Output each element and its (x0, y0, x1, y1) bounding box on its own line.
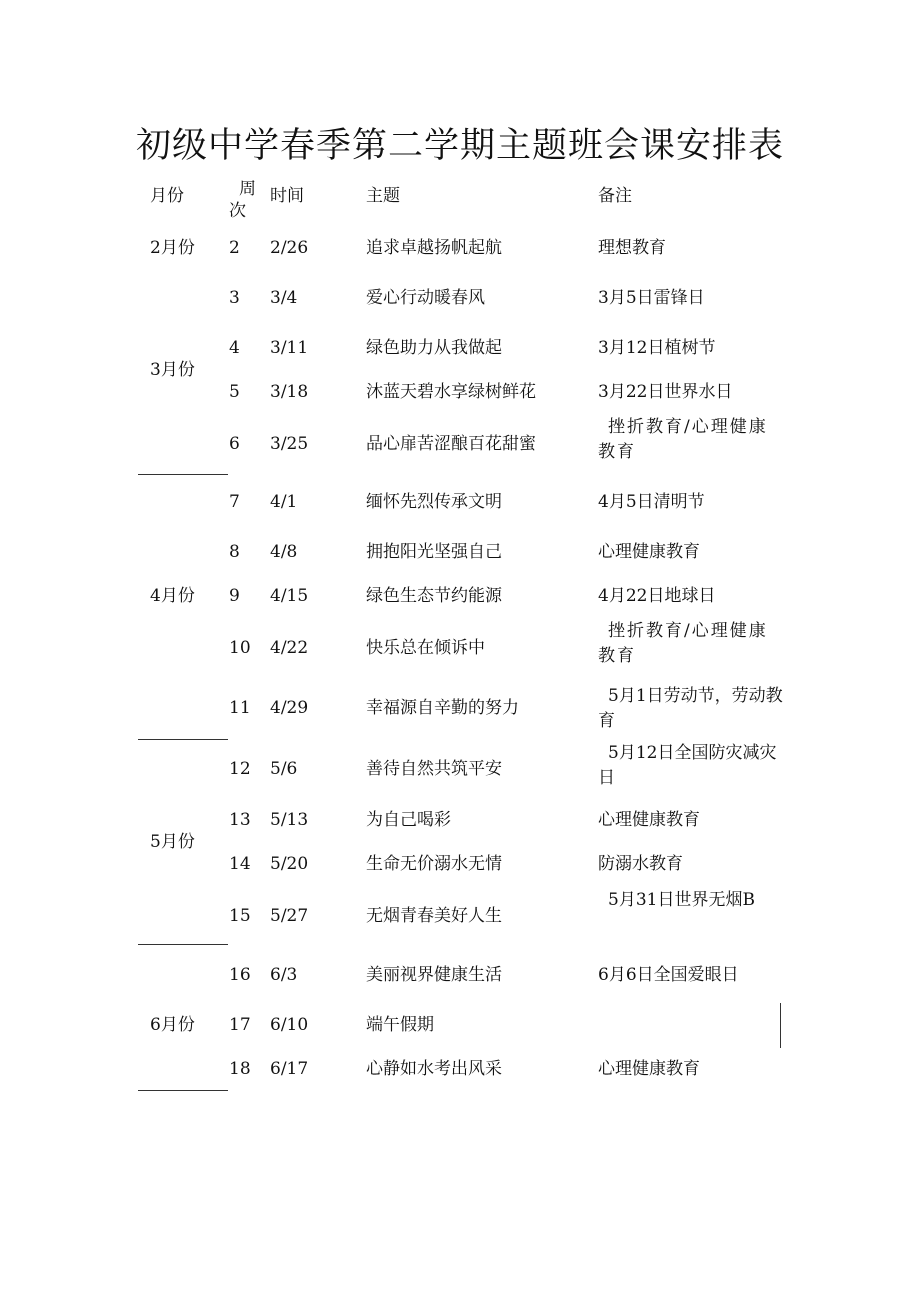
week-number: 17 (229, 1015, 251, 1035)
date: 5/20 (270, 854, 309, 874)
note: 6月6日全国爱眼日 (598, 965, 739, 985)
date: 4/8 (270, 542, 298, 562)
header-week-bottom: 次 (229, 201, 246, 221)
note: 防溺水教育 (598, 854, 683, 874)
date: 3/4 (270, 288, 298, 308)
month-label: 3月份 (150, 360, 195, 380)
date: 5/27 (270, 906, 309, 926)
header-week-top: 周 (239, 179, 256, 199)
topic: 心静如水考出风采 (366, 1059, 502, 1079)
header-week (229, 178, 259, 222)
month-label: 2月份 (150, 238, 195, 258)
date: 5/13 (270, 810, 309, 830)
topic: 美丽视界健康生活 (366, 965, 502, 985)
note: 心理健康教育 (598, 810, 700, 830)
note: 4月22日地球日 (598, 586, 716, 606)
topic: 为自己喝彩 (366, 810, 451, 830)
note: 3月5日雷锋日 (598, 288, 705, 308)
week-number: 16 (229, 965, 251, 985)
date: 2/26 (270, 238, 309, 258)
note: 5月12日全国防灾减灾日 (598, 743, 777, 788)
week-number: 9 (229, 586, 240, 606)
week-number: 8 (229, 542, 240, 562)
week-number: 3 (229, 288, 240, 308)
header-month: 月份 (150, 186, 184, 206)
date: 4/22 (270, 638, 309, 658)
week-number: 14 (229, 854, 251, 874)
note: 5月1日劳动节，劳动教育 (598, 686, 783, 731)
note: 挫折教育/心理健康教育 (598, 621, 768, 666)
topic: 快乐总在倾诉中 (366, 638, 485, 658)
topic: 拥抱阳光坚强自己 (366, 542, 502, 562)
topic: 善待自然共筑平安 (366, 759, 502, 779)
week-number: 6 (229, 434, 240, 454)
note: 理想教育 (598, 238, 666, 258)
note: 4月5日清明节 (598, 492, 705, 512)
date: 5/6 (270, 759, 298, 779)
week-number: 13 (229, 810, 251, 830)
topic: 生命无价溺水无情 (366, 854, 502, 874)
topic: 爱心行动暖春风 (366, 288, 485, 308)
date: 3/18 (270, 382, 309, 402)
date: 3/25 (270, 434, 309, 454)
week-number: 4 (229, 338, 240, 358)
month-divider (138, 739, 228, 740)
topic: 追求卓越扬帆起航 (366, 238, 502, 258)
topic: 幸福源自辛勤的努力 (366, 698, 519, 718)
date: 4/1 (270, 492, 298, 512)
note: 5月31日世界无烟B (608, 890, 755, 910)
week-number: 12 (229, 759, 251, 779)
topic: 沐蓝天碧水享绿树鲜花 (366, 382, 536, 402)
date: 4/15 (270, 586, 309, 606)
week-number: 11 (229, 698, 251, 718)
week-number: 15 (229, 906, 251, 926)
note: 3月12日植树节 (598, 338, 716, 358)
topic: 品心扉苦涩酿百花甜蜜 (366, 434, 536, 454)
header-topic: 主题 (366, 186, 400, 206)
note: 心理健康教育 (598, 542, 700, 562)
month-divider (138, 944, 228, 945)
note: 3月22日世界水日 (598, 382, 733, 402)
note: 心理健康教育 (598, 1059, 700, 1079)
date: 4/29 (270, 698, 309, 718)
week-number: 18 (229, 1059, 251, 1079)
month-label: 6月份 (150, 1015, 195, 1035)
page-title: 初级中学春季第二学期主题班会课安排表 (135, 126, 784, 166)
month-divider (138, 1090, 228, 1091)
date: 6/10 (270, 1015, 309, 1035)
month-label: 4月份 (150, 586, 195, 606)
week-number: 2 (229, 238, 240, 258)
note: 挫折教育/心理健康教育 (598, 417, 768, 462)
week-number: 10 (229, 638, 251, 658)
topic: 缅怀先烈传承文明 (366, 492, 502, 512)
topic: 无烟青春美好人生 (366, 906, 502, 926)
header-date: 时间 (270, 186, 304, 206)
week-number: 7 (229, 492, 240, 512)
month-divider (138, 474, 228, 475)
topic: 端午假期 (366, 1015, 434, 1035)
month-label: 5月份 (150, 832, 195, 852)
week-number: 5 (229, 382, 240, 402)
date: 6/17 (270, 1059, 309, 1079)
date: 3/11 (270, 338, 309, 358)
vertical-line (780, 1003, 781, 1048)
header-note: 备注 (598, 186, 632, 206)
topic: 绿色助力从我做起 (366, 338, 502, 358)
date: 6/3 (270, 965, 298, 985)
topic: 绿色生态节约能源 (366, 586, 502, 606)
